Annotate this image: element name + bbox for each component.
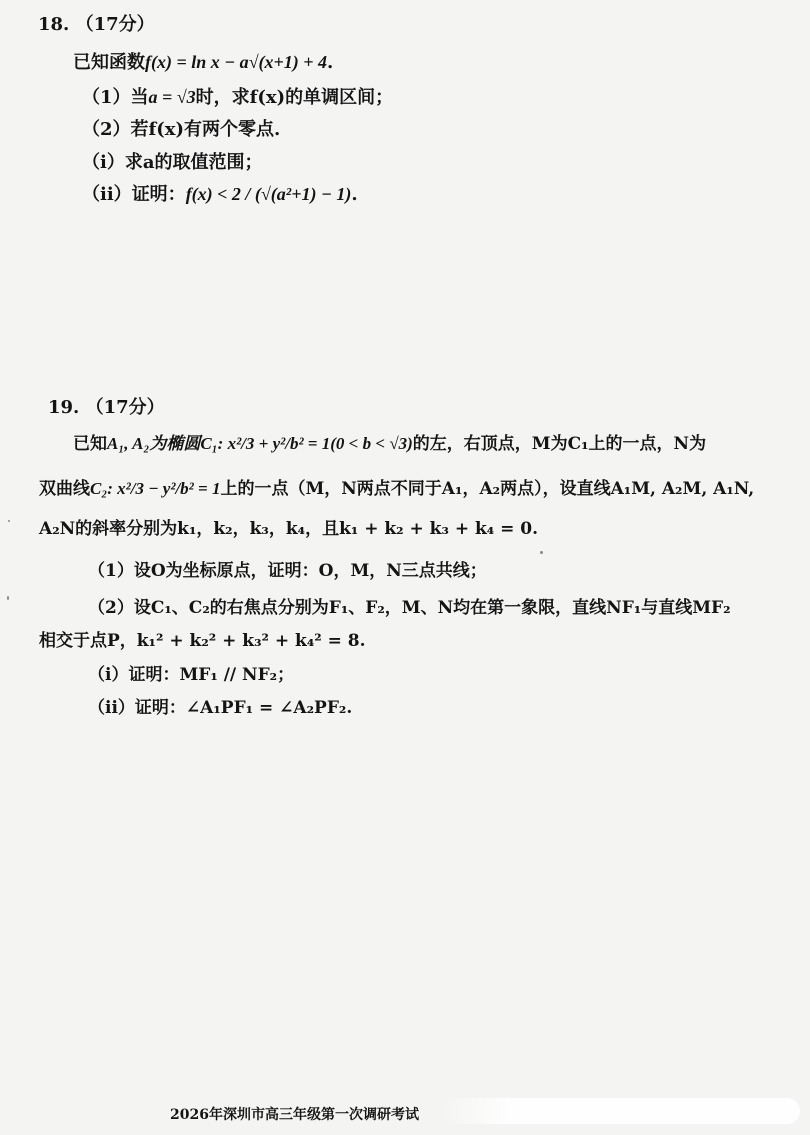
q18-sub-i [82,152,263,175]
q18-header [38,14,155,37]
q18-stem: 已知函数f(x) = ln x − a√(x+1) + 4. [73,52,334,73]
q18-sub-i-label: （i） [82,152,125,173]
q19-number: 19. [48,397,80,418]
watermark-smear [440,1098,800,1124]
scan-speck [8,520,10,522]
q19-part2-line1: （2）设C₁、C₂的右焦点分别为F₁、F₂，M、N均在第一象限，直线NF₁与直线MF₂ [88,598,731,618]
q19-line2-formula: C₂: x²/3 − y²/b² = 1 [90,479,221,498]
q18-part1-label: （1） [82,87,131,108]
q19-sub-ii: （ii）证明：∠A₁PF₁ = ∠A₂PF₂. [88,698,353,718]
q18-part2-text: 若f(x)有两个零点. [130,119,281,140]
q18-sub-i-text: 求a的取值范围； [124,152,263,173]
footer-exam-title: 2026年深圳市高三年级第一次调研考试 [170,1107,419,1123]
q18-part2 [82,119,280,142]
q18-stem-prefix: 已知函数 [73,52,145,73]
q19-header [48,397,165,420]
q18-number: 18. [38,14,70,35]
q18-stem-formula: f(x) = ln x − a√(x+1) + 4 [145,52,328,72]
q18-part1 [82,86,393,110]
q19-line2 [39,478,754,500]
q18-part1-text: 当 [130,87,149,108]
q19-part2-line2: 相交于点P，k₁² + k₂² + k₃² + k₄² = 8. [39,631,366,651]
q19-sub-i: （i）证明：MF₁ // NF₂； [88,665,295,685]
q19-line1-formula: A₁, A₂为椭圆C₁: x²/3 + y²/b² = 1(0 < b < √3) [107,434,413,453]
q18-part1-formula: a = √3 [148,87,196,107]
q19-line1-suffix: 的左，右顶点，M为C₁上的一点，N为 [412,434,707,454]
q19-score: （17分） [85,397,165,418]
q18-score: （17分） [75,14,155,35]
q19-line2-prefix: 双曲线 [39,479,90,499]
scan-speck [7,596,9,600]
q19-part1: （1）设O为坐标原点，证明：O，M，N三点共线； [88,561,487,581]
q18-sub-ii: （ii）证明：f(x) < 2 / (√(a²+1) − 1). [82,184,358,205]
q19-line1-prefix: 已知 [73,434,107,454]
q18-sub-ii-text: 证明： [131,184,186,205]
q19-line2-suffix: 上的一点（M，N两点不同于A₁，A₂两点），设直线A₁M, A₂M, A₁N, [220,479,755,499]
q18-sub-ii-label: （ii） [82,184,132,205]
q18-part1-suffix: 时，求f(x)的单调区间； [195,87,394,108]
q18-part2-label: （2） [82,119,131,140]
q18-sub-ii-formula: f(x) < 2 / (√(a²+1) − 1) [185,184,352,204]
scan-speck [540,551,543,554]
q19-line1 [73,433,706,455]
q19-line3: A₂N的斜率分别为k₁，k₂，k₃，k₄，且k₁ + k₂ + k₃ + k₄ = 0. [39,519,539,539]
